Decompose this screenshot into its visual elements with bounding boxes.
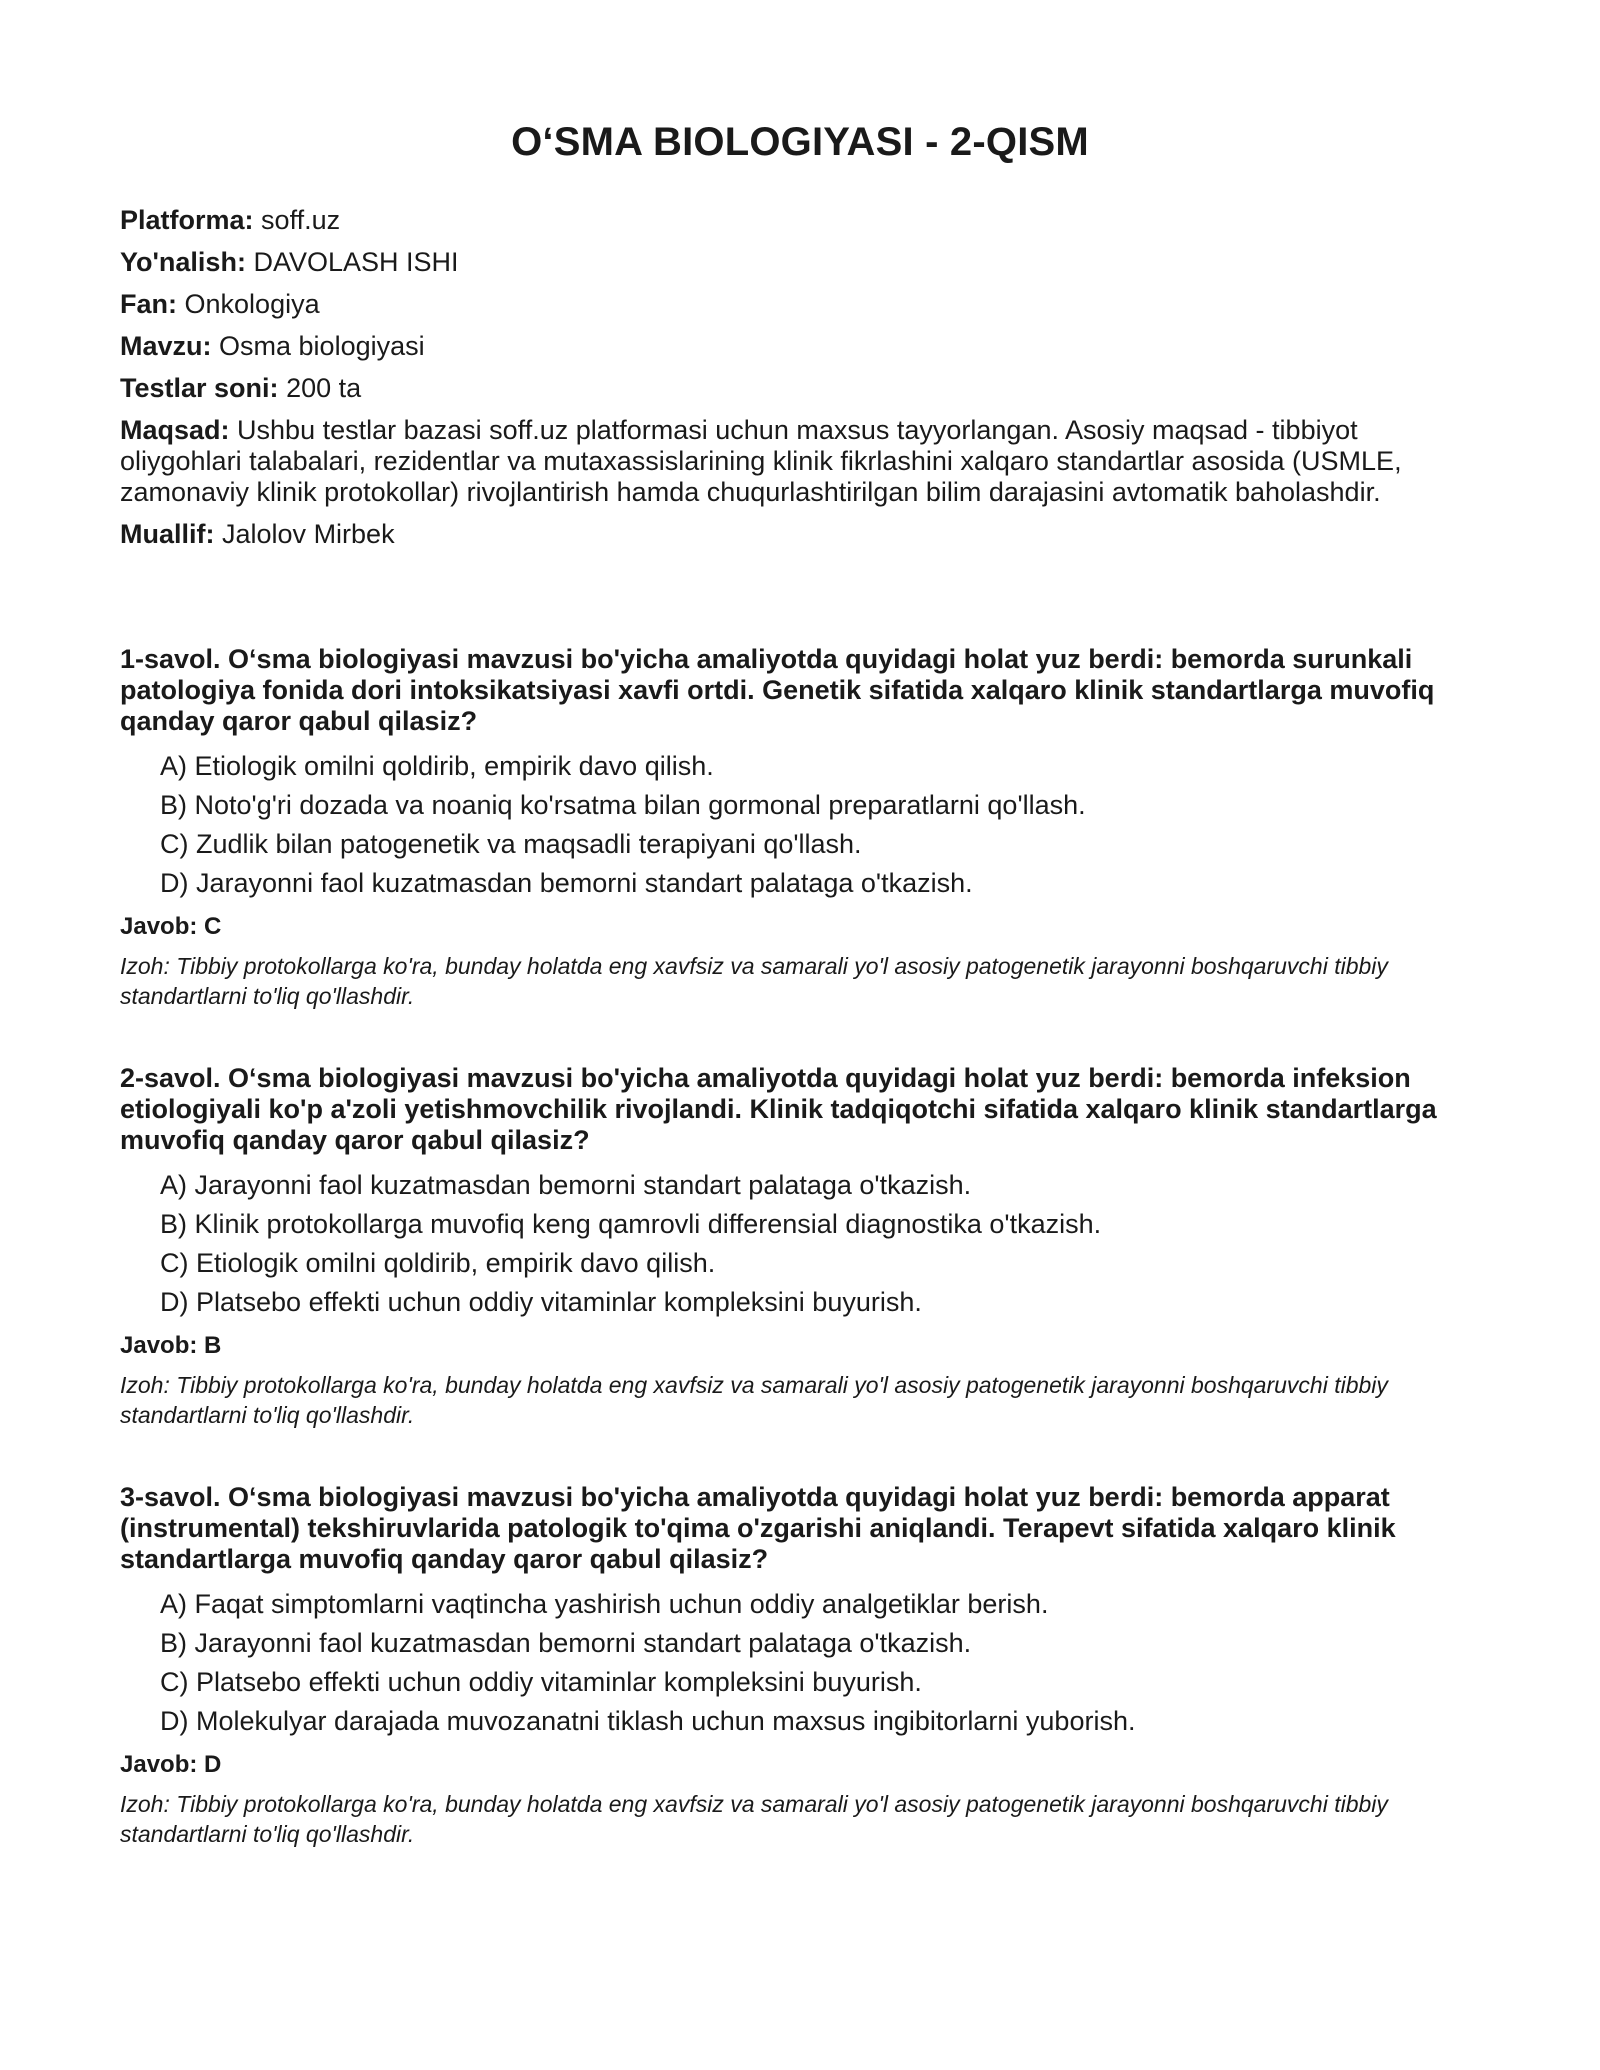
meta-value: Osma biologiyasi xyxy=(219,331,425,361)
meta-direction xyxy=(120,247,1480,278)
meta-value: Jalolov Mirbek xyxy=(222,519,395,549)
answer: Javob: D xyxy=(120,1751,222,1778)
question-2 xyxy=(120,1063,1480,1430)
meta-value: soff.uz xyxy=(261,205,341,235)
option-b: B) Klinik protokollarga muvofiq keng qamrovli differensial diagnostika o'tkazish. xyxy=(160,1209,1102,1239)
option-a: A) Faqat simptomlarni vaqtincha yashirish uchun oddiy analgetiklar berish. xyxy=(160,1589,1049,1619)
option-d: D) Jarayonni faol kuzatmasdan bemorni standart palataga o'tkazish. xyxy=(160,868,973,898)
meta-value: Onkologiya xyxy=(184,289,320,319)
option-a: A) Jarayonni faol kuzatmasdan bemorni standart palataga o'tkazish. xyxy=(160,1170,972,1200)
answer: Javob: B xyxy=(120,1332,222,1359)
meta-value: Ushbu testlar bazasi soff.uz platformasi uchun maxsus tayyorlangan. Asosiy maqsad - tibbiyot oliygohlari talabalari, rezidentlar va mutaxassislarining klinik fikrlashini xalqaro standartlar asosida (USMLE, zamonaviy klinik protokollar) rivojlantirish hamda chuqurlashtirilgan bilim darajasini avtomatik baholashdir. xyxy=(120,415,1402,507)
meta-label: Mavzu: xyxy=(120,331,212,361)
option-list xyxy=(160,1170,1480,1318)
meta-value: 200 ta xyxy=(286,373,362,403)
explanation-note: Izoh: Tibbiy protokollarga ko'ra, bunday holatda eng xavfsiz va samarali yo'l asosiy patogenetik jarayonni boshqaruvchi tibbiy standartlarni to'liq qo'llashdir. xyxy=(120,1372,1388,1428)
question-text: 1-savol. O‘sma biologiyasi mavzusi bo'yicha amaliyotda quyidagi holat yuz berdi: bemorda surunkali patologiya fonida dori intoksikatsiyasi xavfi ortdi. Genetik sifatida xalqaro klinik standartlarga muvofiq qanday qaror qabul qilasiz? xyxy=(120,644,1435,736)
option-a: A) Etiologik omilni qoldirib, empirik davo qilish. xyxy=(160,751,714,781)
option-c: C) Zudlik bilan patogenetik va maqsadli terapiyani qo'llash. xyxy=(160,829,862,859)
option-c: C) Platsebo effekti uchun oddiy vitaminlar kompleksini buyurish. xyxy=(160,1667,922,1697)
meta-label: Fan: xyxy=(120,289,177,319)
document-meta xyxy=(120,205,1480,550)
option-list xyxy=(160,1589,1480,1737)
meta-test-count xyxy=(120,373,1480,404)
meta-author xyxy=(120,519,1480,550)
question-list xyxy=(120,644,1480,1849)
meta-label: Maqsad: xyxy=(120,415,230,445)
meta-label: Yo'nalish: xyxy=(120,247,246,277)
meta-label: Muallif: xyxy=(120,519,215,549)
answer: Javob: C xyxy=(120,913,222,940)
question-text: 2-savol. O‘sma biologiyasi mavzusi bo'yicha amaliyotda quyidagi holat yuz berdi: bemorda infeksion etiologiyali ko'p a'zoli yetishmovchilik rivojlandi. Klinik tadqiqotchi sifatida xalqaro klinik standartlarga muvofiq qanday qaror qabul qilasiz? xyxy=(120,1063,1437,1155)
meta-purpose xyxy=(120,415,1480,508)
option-d: D) Platsebo effekti uchun oddiy vitaminlar kompleksini buyurish. xyxy=(160,1287,922,1317)
meta-platform xyxy=(120,205,1480,236)
document-title: O‘SMA BIOLOGIYASI - 2-QISM xyxy=(511,120,1089,164)
option-d: D) Molekulyar darajada muvozanatni tiklash uchun maxsus ingibitorlarni yuborish. xyxy=(160,1706,1136,1736)
question-1 xyxy=(120,644,1480,1011)
meta-subject xyxy=(120,289,1480,320)
explanation-note: Izoh: Tibbiy protokollarga ko'ra, bunday holatda eng xavfsiz va samarali yo'l asosiy patogenetik jarayonni boshqaruvchi tibbiy standartlarni to'liq qo'llashdir. xyxy=(120,953,1388,1009)
question-3 xyxy=(120,1482,1480,1849)
meta-topic xyxy=(120,331,1480,362)
question-text: 3-savol. O‘sma biologiyasi mavzusi bo'yicha amaliyotda quyidagi holat yuz berdi: bemorda apparat (instrumental) tekshiruvlarida patologik to'qima o'zgarishi aniqlandi. Terapevt sifatida xalqaro klinik standartlarga muvofiq qanday qaror qabul qilasiz? xyxy=(120,1482,1396,1574)
option-b: B) Noto'g'ri dozada va noaniq ko'rsatma bilan gormonal preparatlarni qo'llash. xyxy=(160,790,1086,820)
option-c: C) Etiologik omilni qoldirib, empirik davo qilish. xyxy=(160,1248,716,1278)
explanation-note: Izoh: Tibbiy protokollarga ko'ra, bunday holatda eng xavfsiz va samarali yo'l asosiy patogenetik jarayonni boshqaruvchi tibbiy standartlarni to'liq qo'llashdir. xyxy=(120,1791,1388,1847)
option-list xyxy=(160,751,1480,899)
option-b: B) Jarayonni faol kuzatmasdan bemorni standart palataga o'tkazish. xyxy=(160,1628,972,1658)
meta-value: DAVOLASH ISHI xyxy=(253,247,459,277)
meta-label: Testlar soni: xyxy=(120,373,279,403)
meta-label: Platforma: xyxy=(120,205,254,235)
